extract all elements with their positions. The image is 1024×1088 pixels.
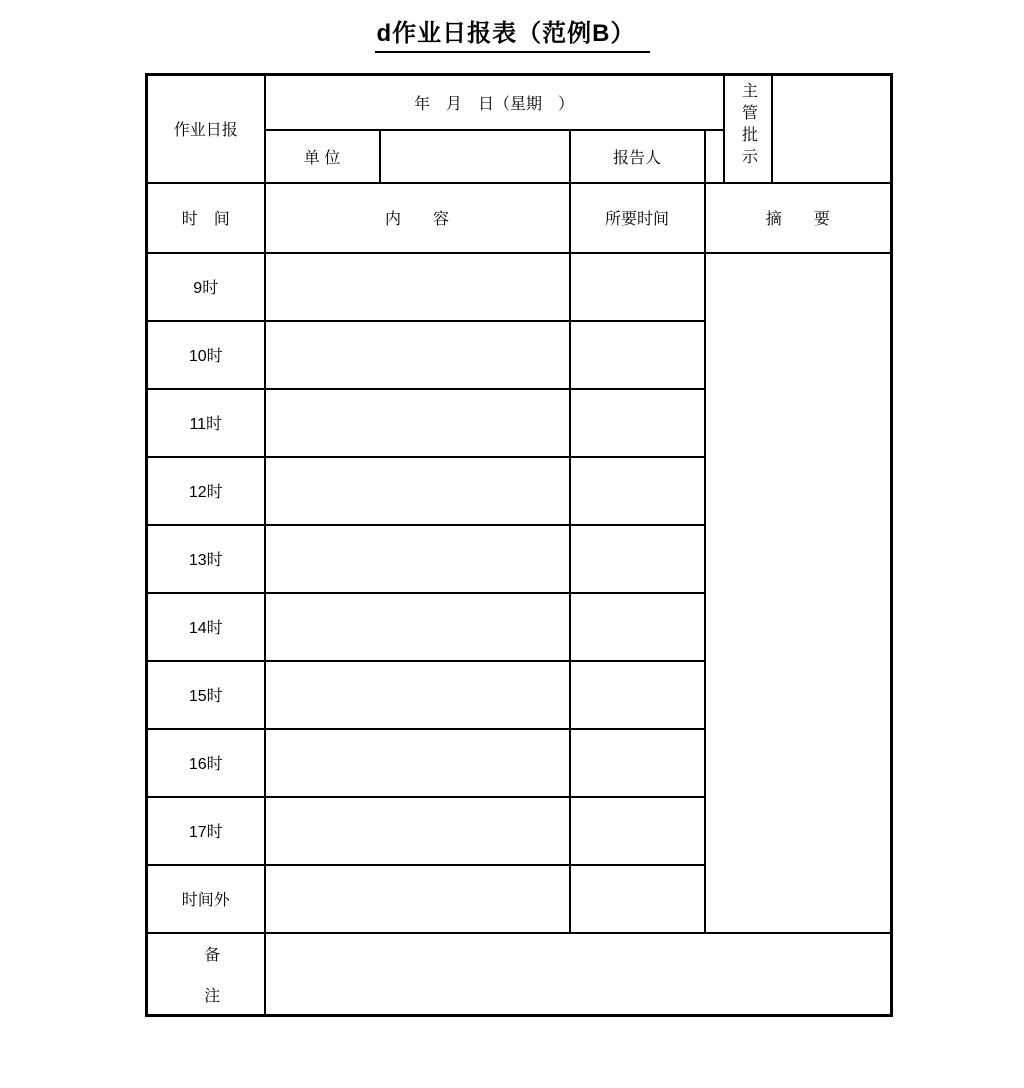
date-line-cell[interactable]: 年 月 日（星期 ）	[265, 75, 724, 130]
remarks-label-cell	[147, 933, 265, 1016]
reporter-label: 报告人	[570, 130, 705, 183]
remarks-label-wrap	[148, 934, 264, 1014]
time-label: 17时	[147, 797, 265, 865]
summary-field[interactable]	[705, 253, 892, 933]
time-label: 10时	[147, 321, 265, 389]
required-time-field[interactable]	[570, 525, 705, 593]
content-field[interactable]	[265, 389, 570, 457]
remarks-value-field[interactable]	[265, 933, 892, 1016]
content-field[interactable]	[265, 865, 570, 933]
required-time-field[interactable]	[570, 389, 705, 457]
required-time-field[interactable]	[570, 253, 705, 321]
col-header-required-time: 所要时间	[570, 183, 705, 253]
time-label: 15时	[147, 661, 265, 729]
required-time-field[interactable]	[570, 661, 705, 729]
content-field[interactable]	[265, 797, 570, 865]
unit-label: 单 位	[265, 130, 380, 183]
approval-value-field[interactable]	[772, 75, 892, 183]
required-time-field[interactable]	[570, 729, 705, 797]
content-field[interactable]	[265, 253, 570, 321]
content-field[interactable]	[265, 321, 570, 389]
remarks-label-bottom-char: 注	[204, 987, 221, 1005]
approval-label-cell	[724, 75, 772, 183]
content-field[interactable]	[265, 661, 570, 729]
content-field[interactable]	[265, 525, 570, 593]
remarks-label-top-char: 备	[204, 946, 221, 964]
time-label: 13时	[147, 525, 265, 593]
time-label: 16时	[147, 729, 265, 797]
required-time-field[interactable]	[570, 457, 705, 525]
col-header-time: 时 间	[147, 183, 265, 253]
page-title	[0, 13, 1024, 53]
content-field[interactable]	[265, 729, 570, 797]
content-field[interactable]	[265, 457, 570, 525]
required-time-field[interactable]	[570, 865, 705, 933]
time-label: 14时	[147, 593, 265, 661]
col-header-content: 内 容	[265, 183, 570, 253]
approval-label-vertical-text: 主管批示	[739, 82, 757, 171]
time-label: 9时	[147, 253, 265, 321]
time-label: 12时	[147, 457, 265, 525]
corner-label-cell: 作业日报	[147, 75, 265, 183]
content-field[interactable]	[265, 593, 570, 661]
required-time-field[interactable]	[570, 593, 705, 661]
page-title-text: d作业日报表（范例B）	[375, 13, 650, 53]
daily-report-form-table	[145, 73, 893, 1017]
unit-value-field[interactable]	[380, 130, 570, 183]
time-label: 时间外	[147, 865, 265, 933]
header-spacer-cell	[705, 130, 724, 183]
time-label: 11时	[147, 389, 265, 457]
col-header-summary: 摘 要	[705, 183, 892, 253]
required-time-field[interactable]	[570, 321, 705, 389]
required-time-field[interactable]	[570, 797, 705, 865]
time-row	[147, 253, 892, 321]
